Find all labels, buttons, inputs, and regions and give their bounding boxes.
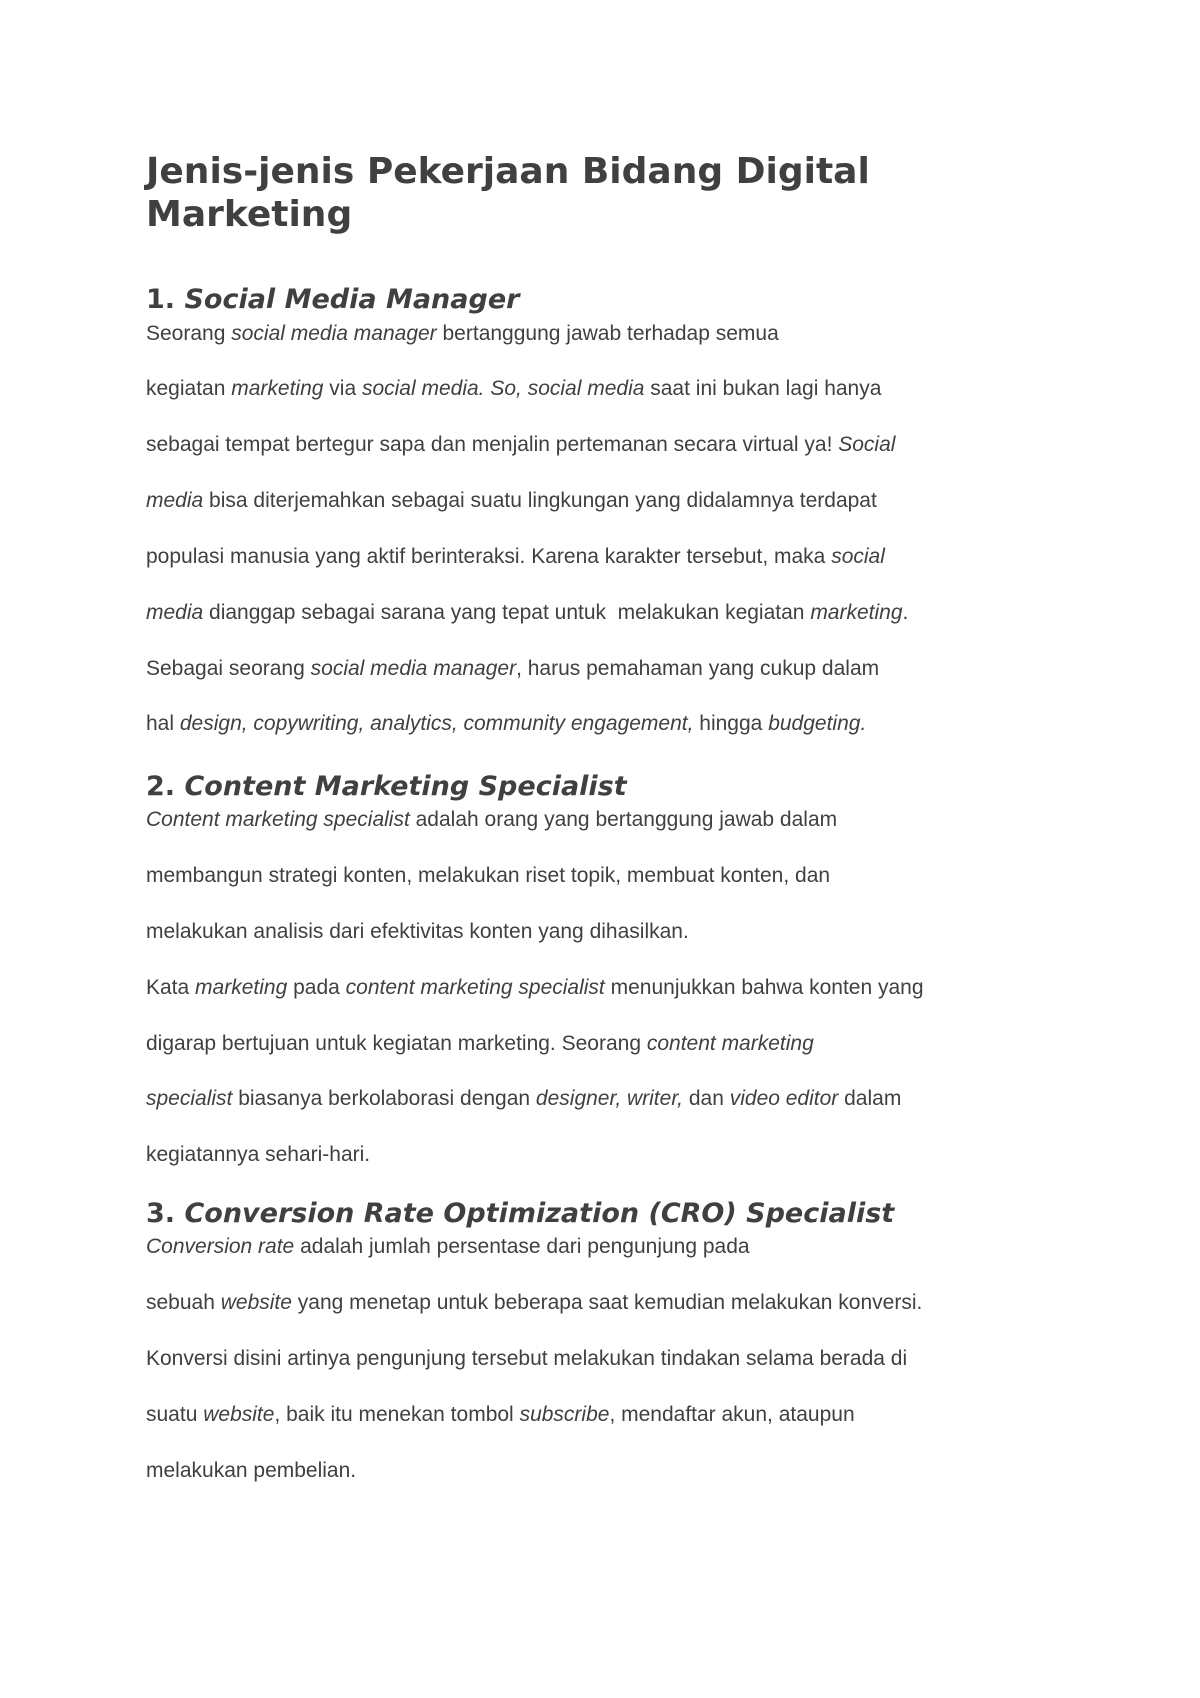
paragraph-line (146, 862, 830, 890)
italic-text: content marketing specialist (345, 976, 605, 999)
section-heading-2 (146, 771, 627, 803)
italic-text: video editor (729, 1087, 839, 1110)
italic-text: website (203, 1403, 275, 1426)
text-run: dianggap sebagai sarana yang tepat untuk melakukan kegiatan (203, 601, 811, 624)
section-title: Content Marketing Specialist (184, 771, 627, 802)
italic-text: designer, writer, (535, 1087, 683, 1110)
text-run: bertanggung jawab terhadap semua (436, 322, 779, 345)
paragraph-line (146, 974, 924, 1002)
text-run: hal (146, 712, 180, 735)
text-run: pada (287, 976, 346, 999)
paragraph-line (146, 710, 866, 738)
paragraph-line (146, 1233, 750, 1261)
text-run: kegiatan (146, 377, 232, 400)
document-title: Jenis-jenis Pekerjaan Bidang Digital Marketing (146, 151, 870, 235)
section-number: 1. (146, 284, 176, 315)
section-number: 2. (146, 771, 176, 802)
italic-text: Social (838, 433, 896, 456)
paragraph-line (146, 543, 885, 571)
text-run: , mendaftar akun, ataupun (609, 1403, 855, 1426)
paragraph-line (146, 1141, 370, 1169)
document-page (146, 0, 1076, 1698)
italic-text: media (146, 489, 204, 512)
italic-text: social media. So, social media (361, 377, 645, 400)
text-run: Konversi disini artinya pengunjung tersebut melakukan tindakan selama berada di (146, 1347, 908, 1370)
text-run: digarap bertujuan untuk kegiatan marketing. Seorang (146, 1032, 647, 1055)
paragraph-line (146, 1030, 814, 1058)
paragraph-line (146, 375, 881, 403)
text-run: . (902, 601, 909, 624)
italic-text: website (220, 1291, 292, 1314)
section-title: Social Media Manager (184, 284, 520, 315)
paragraph-line (146, 655, 879, 683)
italic-text: social media manager (231, 322, 437, 345)
paragraph-line (146, 431, 895, 459)
text-run: Sebagai seorang (146, 657, 311, 680)
text-run: sebuah (146, 1291, 221, 1314)
paragraph-line (146, 1401, 855, 1429)
text-run: bisa diterjemahkan sebagai suatu lingkungan yang didalamnya terdapat (203, 489, 877, 512)
text-run: via (323, 377, 362, 400)
paragraph-line (146, 599, 908, 627)
italic-text: Content marketing specialist (146, 808, 410, 831)
text-run: , baik itu menekan tombol (274, 1403, 520, 1426)
italic-text: marketing (810, 601, 903, 624)
paragraph-line (146, 320, 779, 348)
italic-text: marketing (231, 377, 324, 400)
paragraph-line (146, 806, 837, 834)
text-run: dalam (838, 1087, 902, 1110)
paragraph-line (146, 487, 877, 515)
italic-text: marketing (195, 976, 288, 999)
text-run: membangun strategi konten, melakukan riset topik, membuat konten, dan (146, 864, 831, 887)
text-run: adalah jumlah persentase dari pengunjung pada (294, 1235, 750, 1258)
italic-text: social (831, 545, 885, 568)
text-run: Kata (146, 976, 196, 999)
text-run: melakukan pembelian. (146, 1459, 357, 1482)
paragraph-line (146, 1457, 356, 1485)
paragraph-line (146, 918, 689, 946)
section-title: Conversion Rate Optimization (CRO) Specialist (184, 1198, 895, 1229)
section-number: 3. (146, 1198, 176, 1229)
italic-text: specialist (146, 1087, 233, 1110)
italic-text: social media manager (310, 657, 517, 680)
paragraph-line (146, 1289, 922, 1317)
section-heading-3 (146, 1198, 894, 1230)
text-run: dan (683, 1087, 730, 1110)
text-run: hingga (693, 712, 769, 735)
text-run: adalah orang yang bertanggung jawab dalam (409, 808, 838, 831)
italic-text: budgeting. (768, 712, 867, 735)
section-heading-1 (146, 284, 519, 316)
italic-text: design, copywriting, analytics, community engagement, (179, 712, 694, 735)
text-run: biasanya berkolaborasi dengan (232, 1087, 536, 1110)
text-run: saat ini bukan lagi hanya (644, 377, 882, 400)
paragraph-line (146, 1345, 907, 1373)
text-run: , harus pemahaman yang cukup dalam (516, 657, 880, 680)
text-run: sebagai tempat bertegur sapa dan menjalin pertemanan secara virtual ya! (146, 433, 839, 456)
text-run: populasi manusia yang aktif berinteraksi. Karena karakter tersebut, maka (146, 545, 832, 568)
text-run: Seorang (146, 322, 232, 345)
text-run: menunjukkan bahwa konten yang (604, 976, 924, 999)
text-run: yang menetap untuk beberapa saat kemudian melakukan konversi. (291, 1291, 923, 1314)
paragraph-line (146, 1085, 901, 1113)
text-run: suatu (146, 1403, 204, 1426)
italic-text: Conversion rate (146, 1235, 295, 1258)
text-run: melakukan analisis dari efektivitas konten yang dihasilkan. (146, 920, 689, 943)
italic-text: content marketing (646, 1032, 814, 1055)
italic-text: media (146, 601, 204, 624)
italic-text: subscribe (519, 1403, 610, 1426)
text-run: kegiatannya sehari-hari. (146, 1143, 371, 1166)
